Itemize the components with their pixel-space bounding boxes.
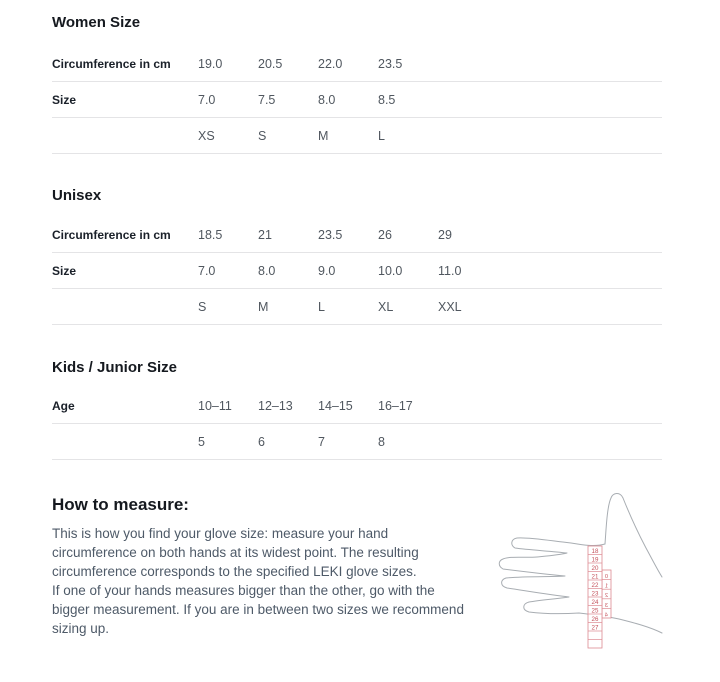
row-label: Circumference in cm [52, 56, 171, 71]
size-value-cell: 7 [318, 434, 325, 449]
table-row [52, 424, 662, 460]
size-value-cell: 7.5 [258, 92, 276, 107]
tape-number: 21 [591, 573, 599, 581]
tape-number: 19 [591, 556, 599, 564]
section-title-kids: Kids / Junior Size [52, 359, 178, 376]
size-value-cell: 12–13 [258, 398, 293, 413]
hand-measure-illustration [495, 485, 705, 670]
size-value-cell: 6 [258, 434, 265, 449]
size-value-cell: 23.5 [378, 56, 403, 71]
tape-back-number: 4 [604, 612, 609, 619]
size-value-cell: L [318, 299, 325, 314]
size-value-cell: 16–17 [378, 398, 413, 413]
spacer [52, 154, 662, 188]
size-value-cell: 11.0 [438, 263, 462, 278]
row-label: Size [52, 263, 77, 278]
size-value-cell: 8 [378, 434, 385, 449]
text-line: sizing up. [52, 621, 110, 636]
tape-number: 24 [591, 599, 599, 607]
measuring-tape [588, 546, 602, 648]
women-size-table [52, 46, 662, 154]
size-value-cell: 22.0 [318, 56, 343, 71]
tape-number: 20 [591, 565, 599, 573]
tape-number: 23 [591, 590, 599, 598]
size-value-cell: XS [198, 128, 215, 143]
row-label: Age [52, 398, 75, 413]
size-value-cell: 14–15 [318, 398, 353, 413]
size-value-cell: 5 [198, 434, 205, 449]
size-value-cell: 7.0 [198, 92, 216, 107]
table-row [52, 289, 662, 325]
size-value-cell: 29 [438, 227, 452, 242]
tape-back-number: 0 [604, 574, 609, 580]
size-value-cell: 18.5 [198, 227, 223, 242]
text-line: If one of your hands measures bigger than the other, go with the [52, 583, 435, 598]
size-value-cell: 8.0 [258, 263, 276, 278]
size-value-cell: 20.5 [258, 56, 283, 71]
row-label: Size [52, 92, 77, 107]
tape-number: 26 [591, 616, 599, 624]
hand-outline [499, 493, 662, 633]
size-value-cell: 9.0 [318, 263, 336, 278]
tape-back-number: 3 [604, 602, 609, 609]
text-line: circumference on both hands at its widest point. The resulting [52, 545, 419, 560]
size-value-cell: 8.5 [378, 92, 396, 107]
tape-number: 25 [591, 607, 599, 615]
kids-size-table [52, 388, 662, 460]
table-row [52, 118, 662, 154]
tape-number: 22 [591, 582, 599, 590]
tape-number: 18 [591, 548, 599, 556]
size-value-cell: S [258, 128, 267, 143]
spacer [52, 325, 662, 360]
text-line: This is how you find your glove size: measure your hand [52, 526, 389, 541]
text-line: circumference corresponds to the specified LEKI glove sizes. [52, 564, 417, 579]
size-value-cell: 19.0 [198, 56, 223, 71]
size-value-cell: XL [378, 299, 394, 314]
table-row [52, 82, 662, 118]
size-value-cell: 7.0 [198, 263, 216, 278]
unisex-size-table [52, 217, 662, 325]
tape-back-number: 1 [604, 583, 609, 590]
table-row [52, 253, 662, 289]
text-line: bigger measurement. If you are in between two sizes we recommend [52, 602, 464, 617]
size-value-cell: S [198, 299, 207, 314]
size-value-cell: L [378, 128, 385, 143]
table-row [52, 388, 662, 424]
size-value-cell: 10.0 [378, 263, 403, 278]
tape-back-number: 2 [604, 593, 609, 600]
size-value-cell: XXL [438, 299, 462, 314]
how-to-measure-title: How to measure: [52, 495, 189, 514]
size-value-cell: 10–11 [198, 398, 232, 413]
size-value-cell: M [258, 299, 269, 314]
tape-number: 27 [591, 624, 599, 632]
section-title-women: Women Size [52, 14, 141, 31]
row-label: Circumference in cm [52, 227, 171, 242]
size-value-cell: 26 [378, 227, 392, 242]
size-value-cell: M [318, 128, 329, 143]
size-value-cell: 21 [258, 227, 272, 242]
table-row [52, 46, 662, 82]
measuring-tape-back [602, 570, 611, 618]
size-value-cell: 8.0 [318, 92, 336, 107]
size-value-cell: 23.5 [318, 227, 343, 242]
section-title-unisex: Unisex [52, 187, 102, 204]
table-row [52, 217, 662, 253]
